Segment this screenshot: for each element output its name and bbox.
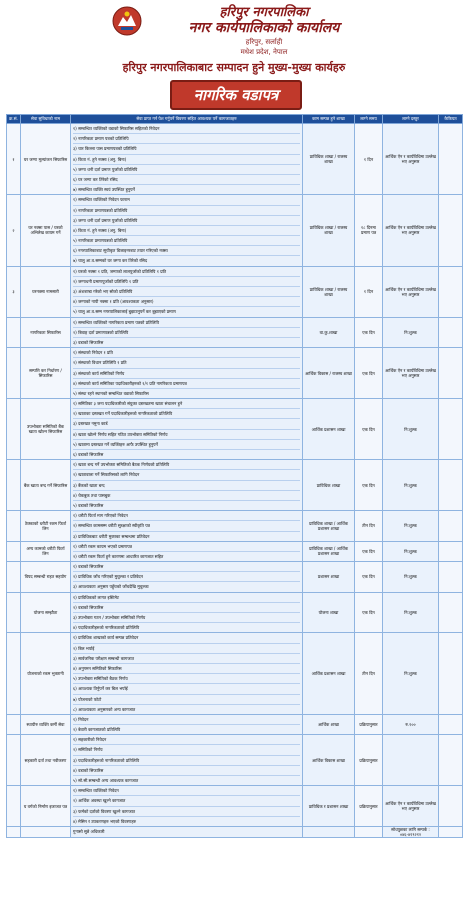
requirement-item: ३) फर्मको दर्ताको विवरण खुल्ने कागजात [73,807,300,817]
requirement-item: १) घरको नक्सा १ प्रति, जग्गाको लालपुर्जाको प्रतिलिपि १ प्रति [73,267,300,277]
requirement-item: ३) सार्वजनिक परीक्षण सम्बन्धी कागजात [73,654,300,664]
row-index [7,714,21,734]
requirement-item: २) बिवाह दर्ता प्रमाणपत्रको प्रतिलिपि [73,328,300,338]
service-name: नागरिकता सिफारिस [21,317,71,348]
row-index [7,399,21,460]
requirement-item: ५) खातामा दस्तखत गर्ने व्यक्तिहरु आफै उपस्थित हुनुपर्ने [73,440,300,450]
fee-amount: नि:शुल्क [383,317,439,348]
requirement-item: ७) चालु आ.व.सम्मको घर जग्गा कर तिरेको रसिद [73,258,148,264]
requirement-item: २) खातावाला गर्ने सिफारिसको लागि निवेदन [73,470,300,480]
service-name: उपभोक्ता समितिको बैंक खाता खोल्न सिफारिस [21,399,71,460]
fee-amount: नि:शुल्क [383,399,439,460]
table-row [7,124,463,195]
table-row [7,460,463,511]
row-index [7,348,21,399]
time-required: तीन दिन [355,633,383,715]
requirement-item: ५) जग्गा धनी दर्ता प्रमाण पुर्जाको प्रतिलिपि [73,165,300,175]
col-note-header: कैफियत [439,115,463,124]
col-service-header: सेवा सुविधाको नाम [21,115,71,124]
requirement-item: ५) सो.सी.सम्बन्धी अन्य आवश्यक कागजात [73,778,139,783]
requirement-item: ३) उपभोक्ता गठन / उपभोक्ता समितिको निर्णय [73,613,300,623]
requirements-cell [71,348,303,399]
responsible-office: प्राविधिक शाखा / आर्थिक प्रशासन शाखा [303,541,355,561]
row-index: २ [7,195,21,266]
table-row [7,511,463,542]
requirement-item: २) बिल भर्पाई [73,644,300,654]
requirement-item: ५) चालु आ.व.सम्म नगरपालिकालाई बुझाउनुपर्ने कर बुझाएको प्रमाण [73,309,176,315]
service-name: बैंक खाता बन्द गर्ने सिफारिस [21,460,71,511]
responsible-office: आर्थिक प्रशासन शाखा [303,633,355,715]
fee-amount: आर्थिक ऐन र कार्यविधिमा उल्लेख भए अनुसार [383,124,439,195]
service-name: घ वर्गको निर्माण इजाजत पत्र [21,786,71,827]
responsible-office: वा.कु.शाखा [303,317,355,348]
requirement-item: ५) वडाको सिफारिस [73,502,104,508]
requirement-item: ४) खाता खोल्ने निर्णय सहित गठित उपभोक्ता समितिको निर्णय [73,430,300,440]
requirement-item: १) संस्थाको निवेदन १ प्रति [73,348,300,358]
requirement-item: ३) चार किल्ला पास प्रमाणपत्रको प्रतिलिपि [73,144,300,154]
requirement-item: ५) संस्था रहने स्थानको सम्बन्धित वडाको सिफारिस [73,390,149,396]
requirement-item: १) धरौटी फिर्ता माग गरिएको निवेदन [73,511,300,521]
col-office-header: काम सम्पन्न हुने शाखा [303,115,355,124]
citizen-charter-banner: नागरिक वडापत्र [170,80,302,110]
row-index [7,592,21,633]
requirement-item: २) जग्गाधनी प्रमाणपुर्जाको प्रतिलिपि १ प्रति [73,277,300,287]
requirement-item: ४) पदाधिकारीहरुको नागरिकताको प्रतिलिपि [73,625,140,631]
row-index [7,541,21,561]
requirement-item: ४) मेसिन र उपकरणहरु भएको विवरणहरु [73,818,137,824]
responsible-office [303,826,355,837]
responsible-office: आर्थिक प्रशासन शाखा [303,399,355,460]
requirement-item: १) धरौटी रकम कायम भएको प्रमाणपत्र [73,542,300,552]
responsible-office: प्रशासन शाखा [303,562,355,593]
remarks [439,511,463,542]
fee-amount: रु.१०० [383,714,439,734]
time-required: एक दिन [355,562,383,593]
office-address: हरिपुर, सर्लाही [245,38,283,46]
requirement-item: ४) जग्गाको नापी नक्सा १ प्रति (आवश्यकता अनुसार) [73,297,300,307]
requirements-cell [71,735,303,786]
requirements-cell [71,541,303,561]
requirement-item: ६) वडाको सिफारिस [73,452,104,457]
row-index [7,633,21,715]
table-row [7,195,463,266]
time-required: एक दिन [355,460,383,511]
office-name: नगर कार्यपालिकाको कार्यालय [188,20,340,36]
requirement-item: १) सम्बन्धित व्यक्तिको निवेदन फाराम [73,195,300,205]
remarks [439,826,463,837]
requirement-item: २) प्राविधिक जाँच गरिएको मुचुल्का र प्रतिवेदन [73,572,300,582]
col-requirements-header: सेवा प्राप्त गर्न पेश गर्नुपर्ने विवरण सहित आवश्यक पर्ने कागजातहरु [71,115,303,124]
requirements-cell [71,317,303,348]
remarks [439,460,463,511]
responsible-office: प्राविधिक शाखा [303,460,355,511]
fee-amount [383,735,439,786]
requirements-cell [71,511,303,542]
requirements-cell [71,714,303,734]
requirement-item: ३) बैंकको खाता बन्द [73,481,300,491]
time-required: तीन दिन [355,511,383,542]
remarks [439,714,463,734]
time-required: एक दिन [355,399,383,460]
requirement-item: ६) घर जग्गा कर तिरेको रसिद [73,175,300,185]
requirement-item: २) धरौटी रकम फिर्ता हुने कारणमा आधारित कागजात सहित [73,553,164,559]
fee-amount: आर्थिक ऐन र कार्यविधिमा उल्लेख भए अनुसार [383,195,439,266]
requirement-item: ८) आवश्यकता अनुसारको अन्य कागजात [73,706,136,712]
fee-amount: आर्थिक ऐन र कार्यविधिमा उल्लेख भए अनुसार [383,786,439,827]
requirement-item: १) प्राविधिकको लागत इस्टिमेट [73,593,300,603]
remarks [439,195,463,266]
row-index: ३ [7,266,21,317]
requirement-item: ३) पदाधिकारीहरुको नागरिकताको प्रतिलिपि [73,756,300,766]
row-index [7,735,21,786]
col-time-header: लाग्ने समय [355,115,383,124]
requirements-cell [71,826,303,837]
row-index [7,826,21,837]
requirement-item: १) प्राविधिक शाखाको कार्य सम्पन्न प्रतिवेदन [73,633,300,643]
service-name: विपद सम्बन्धी राहत सहयोग [21,562,71,593]
requirement-item: ३) संस्थाको कार्य समितिको निर्णय [73,369,300,379]
row-index [7,562,21,593]
table-row [7,735,463,786]
col-index-header: क्र.सं. [7,115,21,124]
requirement-item: ३) आवश्यकता अनुसार पहुँचको जाँचदेखि मुचुल्का [73,584,149,590]
time-required: एक दिन [355,541,383,561]
table-row [7,592,463,633]
charter-table [6,114,463,838]
time-required: १८ दिनमा प्रमाण पत्र [355,195,383,266]
table-row [7,541,463,561]
service-name: ठेक्काको धरौटी रकम फिर्ता लिन [21,511,71,542]
responsible-office: प्राविधिक शाखा / आर्थिक प्रशासन शाखा [303,511,355,542]
fee-amount: नि:शुल्क [383,511,439,542]
responsible-office: प्राविधिक शाखा / राजस्व शाखा [303,266,355,317]
requirement-item: ५) उपभोक्ता समितिको बैठक निर्णय [73,674,300,684]
remarks [439,124,463,195]
time-required [355,826,383,837]
service-name [21,826,71,837]
requirement-item: २) नागरिकता प्रमाण पत्रको प्रतिलिपि [73,134,300,144]
document-heading: हरिपुर नगरपालिकाबाट सम्पादन हुने मुख्य-मुख्य कार्यहरु [122,61,346,74]
municipality-name: हरिपुर नगरपालिका [219,5,309,20]
requirement-item: २) आर्थिक अवस्था खुल्ने कागजात [73,796,300,806]
service-name: योजनाको रकम भुक्तानी [21,633,71,715]
requirement-item: २) बेवारी कागजातको प्रतिलिपि [73,727,121,733]
requirement-item: २) सम्बन्धित कामसम्म धरौटी सुरक्षाको स्वीकृति पत्र [73,521,300,531]
remarks [439,317,463,348]
requirements-cell [71,633,303,715]
service-name: घर नक्सा पास / घरको अभिलेख कायम गर्ने [21,195,71,266]
service-name: सहकारी दर्ता तथा नवीकरण [21,735,71,786]
header [0,0,468,84]
service-name: स्थायीरु व्यक्ति कर्मी सेवा [21,714,71,734]
requirement-item: २) नागरिकता प्रमाणपत्रको प्रतिलिपि [73,206,300,216]
time-required: प्रक्रियानुसार [355,735,383,786]
requirement-item: ७) योजनाको फोटो [73,695,300,705]
requirements-cell [71,562,303,593]
requirement-item: ७) सम्बन्धित व्यक्ति स्वयं उपस्थित हुनुपर्ने [73,187,135,193]
requirements-cell [71,460,303,511]
requirement-item: गुनासो सुन्ने अधिकारी [73,829,105,835]
fee-amount: सोधपुछका लागि सम्पर्क : ०४६-४१९२१२ [383,826,439,837]
responsible-office: आर्थिक शाखा [303,714,355,734]
fee-amount: नि:शुल्क [383,592,439,633]
office-province: मधेश प्रदेश, नेपाल [240,48,288,56]
responsible-office: प्राविधिक शाखा / राजस्व शाखा [303,124,355,195]
time-required: एक दिन [355,317,383,348]
service-name: घरनक्सा नामसारी [21,266,71,317]
table-row [7,826,463,837]
requirement-item: १) वडाको सिफारिस [73,562,300,572]
responsible-office: योजना शाखा [303,592,355,633]
requirement-item: ३) प्राविधिकबाट धरौटी मुक्तका सम्बन्धमा प्रतिवेदन [73,533,150,539]
remarks [439,348,463,399]
requirement-item: ३) दस्तखत नमुना कार्ड [73,419,300,429]
requirements-cell [71,124,303,195]
remarks [439,592,463,633]
requirement-item: २) समितिको निर्णय [73,745,300,755]
requirement-item: १) सम्बन्धित व्यक्तिको वडाको सिफारिस सहितको निवेदन [73,124,300,134]
responsible-office: प्राविधिक शाखा / राजस्व शाखा [303,195,355,266]
time-required: प्रक्रियानुसार [355,714,383,734]
time-required: १ दिन [355,124,383,195]
requirement-item: ३) वडाको सिफारिस [73,339,104,345]
table-row [7,348,463,399]
table-row [7,714,463,734]
service-name: अन्य कामको धरौटी फिर्ता लिन [21,541,71,561]
col-fee-header: लाग्ने दस्तुर [383,115,439,124]
requirement-item: ३) जग्गा धनी दर्ता प्रमाण पुर्जाको प्रतिलिपि [73,216,300,226]
table-row [7,399,463,460]
remarks [439,562,463,593]
row-index [7,786,21,827]
requirement-item: १) खाता बन्द गर्ने उपभोक्ता समितिको बैठक निर्णयको प्रतिलिपि [73,460,300,470]
fee-amount: नि:शुल्क [383,562,439,593]
requirement-item: २) वडाको सिफारिस [73,603,300,613]
table-header-row [7,115,463,124]
row-index [7,317,21,348]
table-row [7,562,463,593]
table-row [7,266,463,317]
remarks [439,399,463,460]
responsible-office: आर्थिक विकास / राजस्व शाखा [303,348,355,399]
remarks [439,266,463,317]
table-row [7,786,463,827]
responsible-office: आर्थिक विकास शाखा [303,735,355,786]
table-row [7,633,463,715]
requirement-item: ५) नागरिकता प्रमाणपत्रको प्रतिलिपि [73,236,300,246]
fee-amount: नि:शुल्क [383,633,439,715]
charter-table-wrapper [6,114,462,837]
time-required: एक दिन [355,348,383,399]
requirement-item: ३) अंशबण्डा गरेको भए सोको प्रतिलिपि [73,287,300,297]
time-required: एक दिन [355,592,383,633]
table-row [7,317,463,348]
fee-amount: आर्थिक ऐन र कार्यविधिमा उल्लेख भए अनुसार [383,348,439,399]
remarks [439,541,463,561]
fee-amount: आर्थिक ऐन र कार्यविधिमा उल्लेख भए अनुसार [383,266,439,317]
remarks [439,786,463,827]
remarks [439,633,463,715]
requirement-item: १) सम्बन्धित व्यक्तिको निवेदन [73,786,300,796]
requirements-cell [71,592,303,633]
requirement-item: ४) संस्थाको कार्य समितिका पदाधिकारीहरुको १/१ प्रति नागरिकता प्रमाणपत्र [73,379,300,389]
time-required: प्रक्रियानुसार [355,786,383,827]
requirement-item: १) समितिका ३ जना पदाधिकारीको संयुक्त दस्तखतमा खाता संचालन हुने [73,399,300,409]
requirements-cell [71,399,303,460]
row-index [7,460,21,511]
fee-amount: नि:शुल्क [383,541,439,561]
row-index: १ [7,124,21,195]
responsible-office: प्राविधिक र प्रशासन शाखा [303,786,355,827]
requirement-item: ४) अनुगमन समितिको सिफारिस [73,664,300,674]
service-name: सम्पत्ति कर निर्धारण / सिफारिस [21,348,71,399]
requirement-item: ६) नगरपालिकाबाट सूचीकृत डिजाइनरबाट तयार गरिएको नक्सा [73,246,300,256]
requirement-item: ४) किता नं. हुने नक्सा (अनु. बिना) [73,226,300,236]
requirements-cell [71,786,303,827]
time-required: १ दिन [355,266,383,317]
remarks [439,735,463,786]
requirement-item: २) खाताका दस्तखत गर्ने पदाधिकारीहरुको नागरिकताको प्रतिलिपि [73,409,300,419]
fee-amount: नि:शुल्क [383,460,439,511]
requirement-item: ४) वडाको सिफारिस [73,766,300,776]
requirement-item: ६) आवश्यक तिर्नुपर्ने कर बिल भर्पाई [73,684,300,694]
requirement-item: ४) किता नं. हुने नक्सा (अनु. बिना) [73,155,300,165]
requirement-item: १) निवेदन [73,715,300,725]
service-name: घर जग्गा मूल्यांकन सिफारिस [21,124,71,195]
requirement-item: २) संस्थाको विधान प्रतिलिपि १ प्रति [73,358,300,368]
row-index [7,511,21,542]
requirement-item: ४) चेकबुक तथा पासबुक [73,491,300,501]
requirements-cell [71,266,303,317]
requirement-item: १) सहकारीको निवेदन [73,735,300,745]
service-name: योजना सम्झौता [21,592,71,633]
requirements-cell [71,195,303,266]
requirement-item: १) सम्बन्धित व्यक्तिको नागरिकता प्रमाण पत्रको प्रतिलिपि [73,318,300,328]
